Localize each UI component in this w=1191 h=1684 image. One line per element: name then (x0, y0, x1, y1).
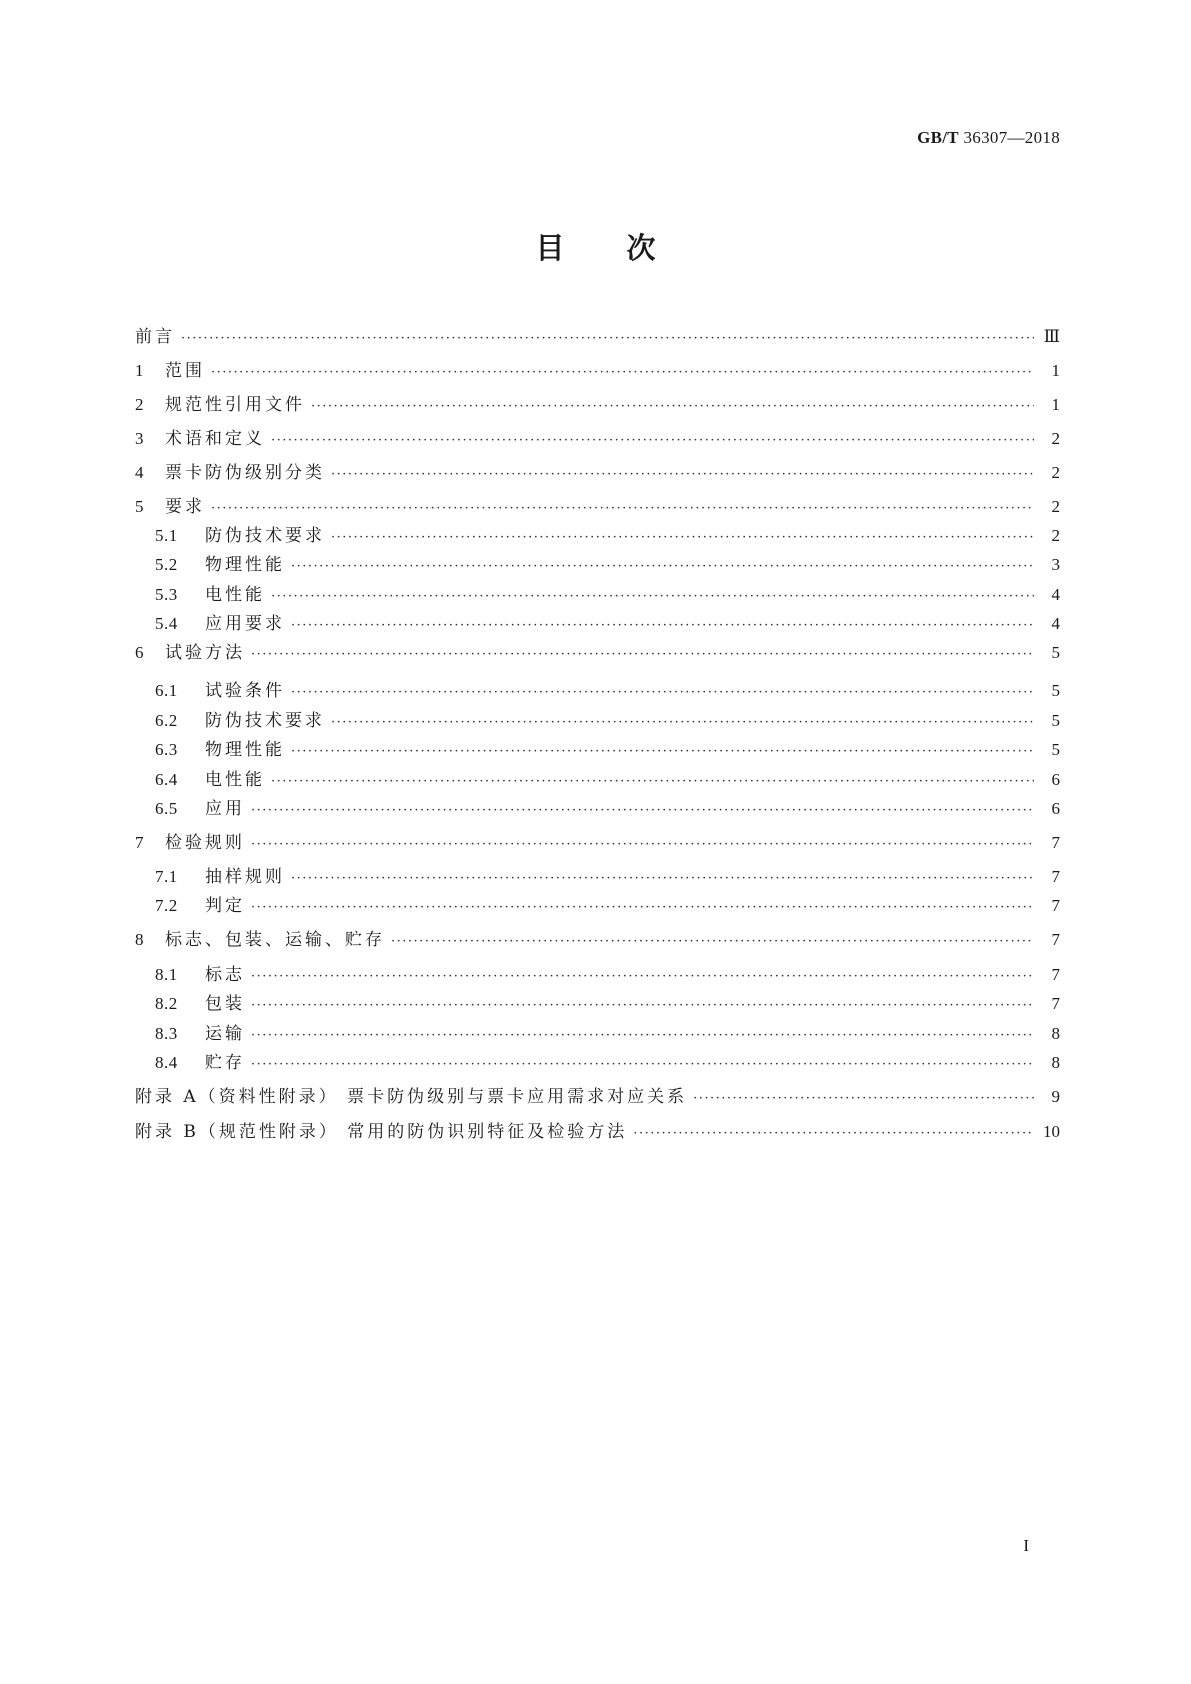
toc-entry-number: 6.1 (155, 681, 178, 700)
toc-entry-label: 电性能 (205, 770, 265, 790)
toc-dot-leader (331, 716, 1034, 729)
toc-dot-leader (291, 872, 1034, 885)
toc-entry-number: 5.3 (155, 585, 178, 604)
toc-entry-page: 7 (1051, 896, 1060, 915)
toc-entry-number: 8.3 (155, 1024, 178, 1043)
toc-entry-number: 6.5 (155, 799, 178, 818)
toc-entry[interactable] (135, 356, 1060, 381)
toc-entry-page: Ⅲ (1043, 327, 1060, 346)
toc-entry-page: 6 (1051, 770, 1060, 789)
toc-entry-label: 应用 (205, 799, 245, 819)
toc-dot-leader (251, 648, 1034, 661)
toc-entry-label: 附录 A（资料性附录） 票卡防伪级别与票卡应用需求对应关系 (135, 1087, 688, 1107)
toc-entry-page: 2 (1051, 429, 1060, 448)
toc-entry-page: 10 (1043, 1122, 1060, 1141)
toc-entry-number: 6.3 (155, 740, 178, 759)
toc-dot-leader (251, 1058, 1034, 1071)
toc-entry[interactable] (135, 492, 1060, 517)
toc-entry[interactable] (135, 828, 1060, 853)
toc-dot-leader (251, 838, 1034, 851)
toc-dot-leader (291, 619, 1034, 632)
toc-entry-page: 8 (1051, 1053, 1060, 1072)
toc-dot-leader (271, 434, 1034, 447)
standard-code (917, 128, 1060, 148)
toc-entry-page: 4 (1051, 614, 1060, 633)
toc-dot-leader (291, 686, 1034, 699)
toc-entry-label: 防伪技术要求 (205, 526, 325, 546)
toc-entry-label: 物理性能 (205, 555, 285, 575)
toc-dot-leader (271, 590, 1034, 603)
toc-dot-leader (271, 775, 1034, 788)
toc-entry-page: 5 (1051, 643, 1060, 662)
toc-entry-label: 运输 (205, 1024, 245, 1044)
toc-dot-leader (331, 531, 1034, 544)
toc-entry-number: 5.1 (155, 526, 178, 545)
toc-entry-page: 5 (1051, 681, 1060, 700)
toc-entry-number: 7 (135, 833, 144, 852)
toc-dot-leader (251, 970, 1034, 983)
toc-entry-number: 1 (135, 361, 144, 380)
toc-entry-label: 抽样规则 (205, 867, 285, 887)
toc-dot-leader (291, 745, 1034, 758)
toc-entry-page: 2 (1051, 497, 1060, 516)
toc-entry[interactable] (155, 862, 1060, 887)
toc-entry[interactable] (155, 676, 1060, 701)
toc-entry-number: 7.1 (155, 867, 178, 886)
toc-entry-page: 4 (1051, 585, 1060, 604)
toc-entry-page: 8 (1051, 1024, 1060, 1043)
toc-entry[interactable] (135, 458, 1060, 483)
toc-dot-leader (311, 400, 1034, 413)
toc-dot-leader (211, 366, 1034, 379)
toc-entry-page: 9 (1051, 1087, 1060, 1106)
toc-entry-number: 4 (135, 463, 144, 482)
toc-entry-number: 5.2 (155, 555, 178, 574)
toc-entry-label: 标志 (205, 965, 245, 985)
toc-entry-label: 标志、包装、运输、贮存 (165, 930, 385, 950)
toc-entry-number: 8.2 (155, 994, 178, 1013)
toc-dot-leader (251, 999, 1034, 1012)
standard-prefix: GB/T (917, 128, 959, 147)
toc-entry-label: 电性能 (205, 585, 265, 605)
toc-entry-label: 前言 (135, 327, 175, 347)
toc-entry-label: 物理性能 (205, 740, 285, 760)
toc-entry[interactable] (155, 1048, 1060, 1073)
toc-entry-label: 票卡防伪级别分类 (165, 463, 325, 483)
toc-dot-leader (251, 804, 1034, 817)
toc-entry-page: 7 (1051, 930, 1060, 949)
toc-entry-page: 5 (1051, 740, 1060, 759)
toc-entry[interactable] (155, 794, 1060, 819)
toc-entry-label: 包装 (205, 994, 245, 1014)
toc-entry-number: 6.4 (155, 770, 178, 789)
toc-entry-page: 2 (1051, 526, 1060, 545)
toc-entry-number: 6 (135, 643, 144, 662)
toc-entry[interactable] (155, 989, 1060, 1014)
toc-entry[interactable] (135, 424, 1060, 449)
toc-entry-label: 应用要求 (205, 614, 285, 634)
toc-entry-page: 2 (1051, 463, 1060, 482)
toc-entry-number: 6.2 (155, 711, 178, 730)
toc-entry-label: 附录 B（规范性附录） 常用的防伪识别特征及检验方法 (135, 1122, 628, 1142)
toc-entry-label: 检验规则 (165, 833, 245, 853)
toc-entry[interactable] (155, 521, 1060, 546)
toc-dot-leader (331, 468, 1034, 481)
toc-dot-leader (211, 502, 1034, 515)
toc-entry-page: 7 (1051, 965, 1060, 984)
toc-dot-leader (251, 1029, 1034, 1042)
toc-entry-label: 规范性引用文件 (165, 395, 305, 415)
standard-number: 36307—2018 (963, 128, 1060, 147)
toc-entry[interactable] (155, 891, 1060, 916)
toc-entry[interactable] (155, 580, 1060, 605)
toc-entry[interactable] (135, 390, 1060, 415)
toc-entry-page: 7 (1051, 994, 1060, 1013)
toc-title: 目次 (535, 231, 718, 265)
toc-entry-number: 8 (135, 930, 144, 949)
toc-entry[interactable] (155, 960, 1060, 985)
toc-dot-leader (291, 560, 1034, 573)
toc-entry[interactable] (155, 765, 1060, 790)
toc-entry-number: 8.1 (155, 965, 178, 984)
toc-entry-label: 防伪技术要求 (205, 711, 325, 731)
toc-dot-leader (391, 935, 1034, 948)
toc-entry-label: 范围 (165, 361, 205, 381)
toc-entry-label: 试验方法 (165, 643, 245, 663)
toc-entry[interactable] (155, 735, 1060, 760)
toc-entry-label: 试验条件 (205, 681, 285, 701)
toc-entry-page: 3 (1051, 555, 1060, 574)
toc-entry[interactable] (155, 1019, 1060, 1044)
toc-entry-label: 术语和定义 (165, 429, 265, 449)
toc-entry-page: 7 (1051, 867, 1060, 886)
toc-dot-leader (693, 1092, 1034, 1105)
toc-entry[interactable] (135, 1082, 1060, 1107)
toc-entry-page: 6 (1051, 799, 1060, 818)
toc-entry-label: 判定 (205, 896, 245, 916)
toc-entry-label: 要求 (165, 497, 205, 517)
toc-entry[interactable] (135, 322, 1060, 347)
toc-entry-number: 2 (135, 395, 144, 414)
footer-page-number: I (1023, 1536, 1029, 1555)
toc-entry[interactable] (155, 609, 1060, 634)
toc-entry-number: 3 (135, 429, 144, 448)
toc-entry-number: 5 (135, 497, 144, 516)
toc-entry-page: 1 (1051, 395, 1060, 414)
toc-entry-number: 8.4 (155, 1053, 178, 1072)
toc-entry-label: 贮存 (205, 1053, 245, 1073)
toc-entry[interactable] (155, 706, 1060, 731)
toc-entry[interactable] (135, 638, 1060, 663)
toc-dot-leader (181, 332, 1034, 345)
toc-dot-leader (633, 1127, 1034, 1140)
toc-entry-number: 5.4 (155, 614, 178, 633)
toc-entry[interactable] (135, 925, 1060, 950)
toc-entry-page: 7 (1051, 833, 1060, 852)
toc-entry[interactable] (155, 550, 1060, 575)
toc-entry-page: 5 (1051, 711, 1060, 730)
toc-entry[interactable] (135, 1117, 1060, 1142)
toc-dot-leader (251, 901, 1034, 914)
toc-entry-page: 1 (1051, 361, 1060, 380)
toc-entry-number: 7.2 (155, 896, 178, 915)
